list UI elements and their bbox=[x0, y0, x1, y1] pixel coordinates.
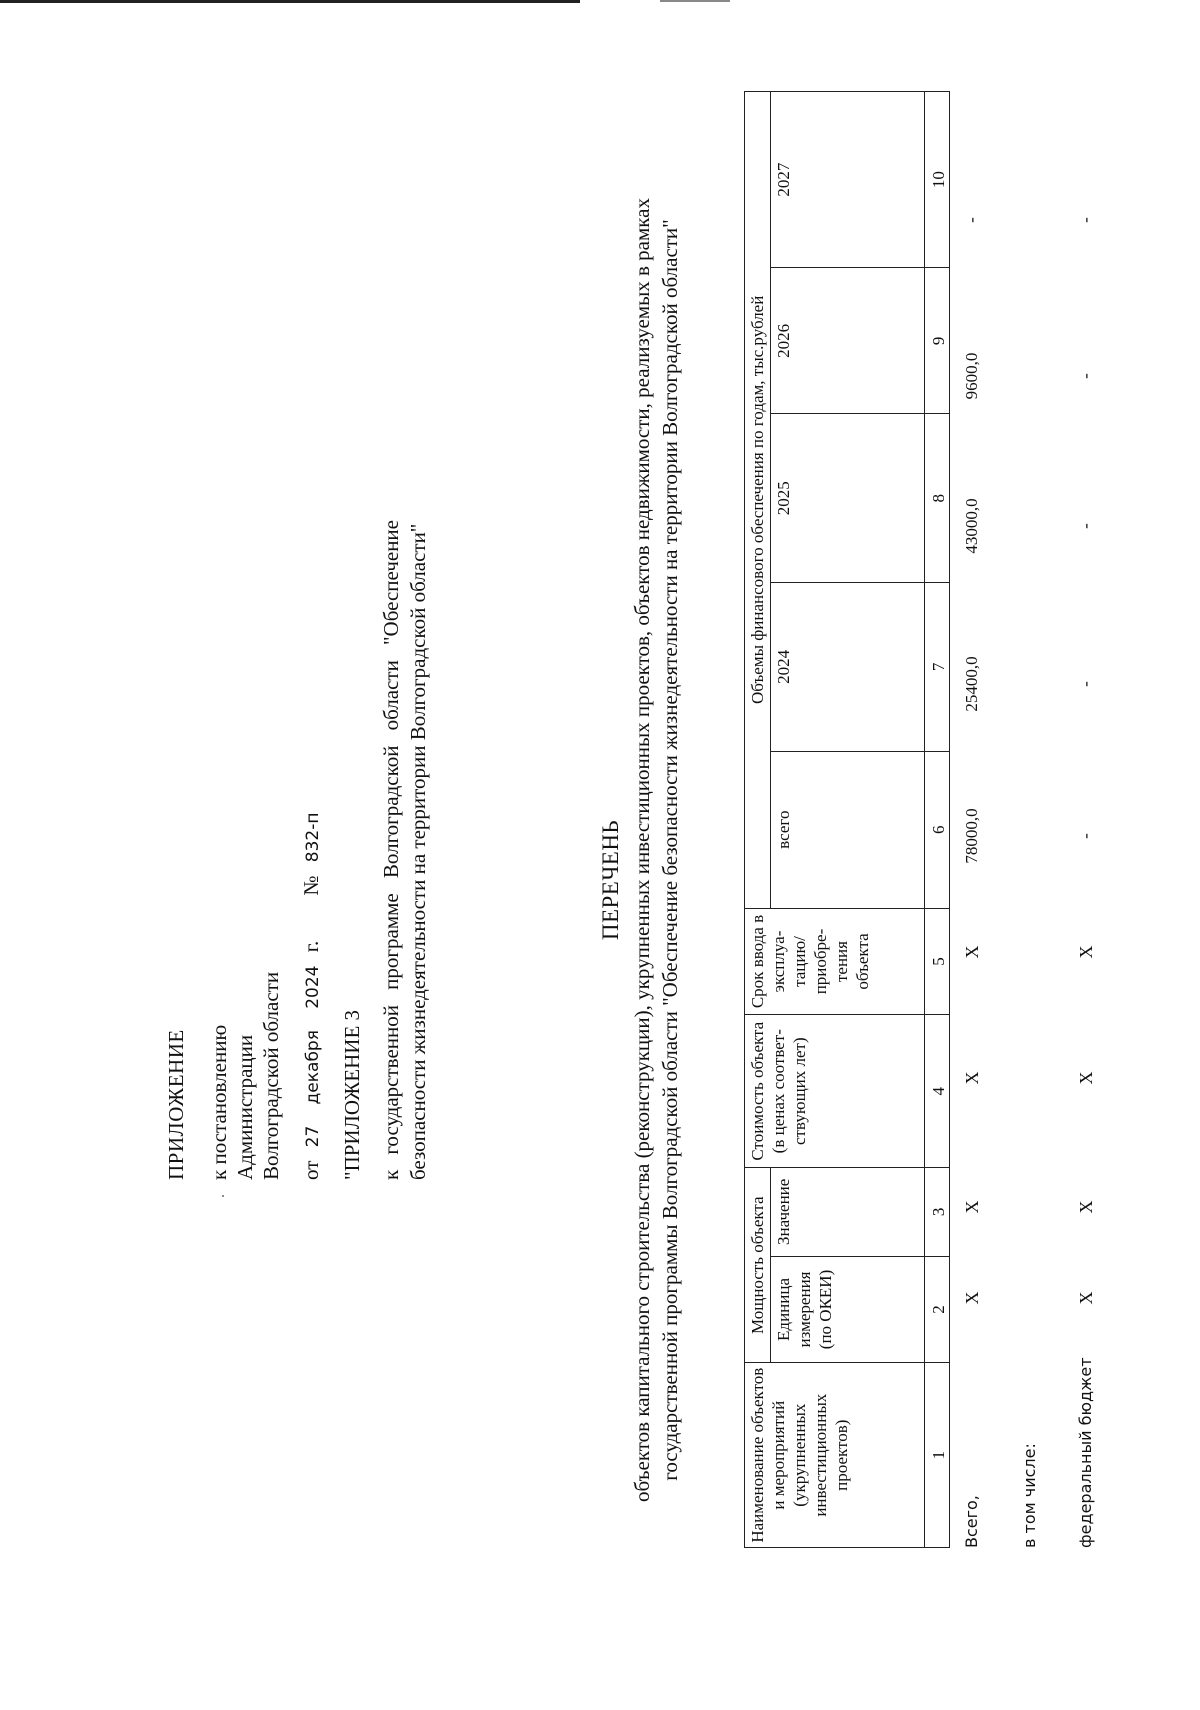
row-federal-sum: - bbox=[1076, 833, 1095, 839]
header-unit: Единица измерения (по ОКЕИ) bbox=[771, 1256, 925, 1363]
row-federal-2027: - bbox=[1076, 217, 1095, 223]
decree-line-2: Администрации bbox=[233, 1034, 257, 1180]
decree-line-1: к постановлению bbox=[207, 1024, 231, 1180]
appendix-3-title: "ПРИЛОЖЕНИЕ 3 bbox=[340, 1009, 364, 1180]
col-number: 10 bbox=[925, 92, 950, 268]
row-federal-term: Х bbox=[1076, 945, 1096, 959]
date-prefix: от bbox=[299, 1160, 323, 1180]
col-number: 9 bbox=[925, 268, 950, 414]
row-total-term: Х bbox=[962, 945, 982, 959]
list-title: ПЕРЕЧЕНЬ bbox=[598, 819, 623, 941]
row-federal-unit: Х bbox=[1076, 1291, 1096, 1305]
decree-line-3: Волгоградской области bbox=[259, 971, 283, 1180]
header-year-2025: 2025 bbox=[771, 414, 925, 583]
col-number: 6 bbox=[925, 751, 950, 908]
header-funding: Объемы финансового обеспечения по годам, тыс.рублей bbox=[745, 92, 771, 909]
row-federal-value: Х bbox=[1076, 1200, 1096, 1214]
decree-date-line bbox=[297, 805, 327, 1180]
list-subtitle: объектов капитального строительства (реконструкции), укрупненных инвестиционных проектов, объектов недвижимости, реализуемых в рамках государственной программы Волгоградской области "Обеспечение безопасности жизнедеятельности на территории Волгоградской области" bbox=[630, 198, 682, 1502]
header-term: Срок ввода в эксплуа-тацию/ приобре-тения объекта bbox=[745, 908, 925, 1015]
row-total-value: Х bbox=[962, 1200, 982, 1214]
scan-edge bbox=[0, 0, 580, 3]
row-federal-2025: - bbox=[1076, 523, 1095, 529]
date-year: 2024 bbox=[303, 965, 323, 1009]
number-label: № bbox=[299, 875, 323, 896]
col-number: 2 bbox=[925, 1256, 950, 1363]
col-number: 7 bbox=[925, 583, 950, 752]
appendix-title: ПРИЛОЖЕНИЕ bbox=[164, 1029, 188, 1180]
row-federal-2024: - bbox=[1076, 681, 1095, 687]
header-year-2024: 2024 bbox=[771, 583, 925, 752]
col-number: 5 bbox=[925, 908, 950, 1015]
col-number: 4 bbox=[925, 1015, 950, 1168]
date-day: 27 bbox=[303, 1125, 323, 1148]
row-including-label: в том числе: bbox=[1020, 1443, 1039, 1548]
header-name: Наименование объектов и мероприятий (укрупненных инвестиционных проектов) bbox=[745, 1363, 925, 1548]
col-number: 3 bbox=[925, 1168, 950, 1257]
program-reference: к государственной программе Волгоградской области "Обеспечение безопасности жизнедеятельности на территории Волгоградской области" bbox=[379, 520, 430, 1180]
row-total-2025: 43000,0 bbox=[962, 498, 981, 554]
row-federal-2026: - bbox=[1076, 373, 1095, 379]
header-capacity: Мощность объекта bbox=[745, 1168, 771, 1363]
number-value: 832-п bbox=[303, 812, 323, 863]
row-total-cost: Х bbox=[962, 1071, 982, 1085]
date-suffix: г. bbox=[299, 940, 323, 953]
header-year-2027: 2027 bbox=[771, 92, 925, 268]
row-federal-label: федеральный бюджет bbox=[1076, 1357, 1095, 1548]
row-total-unit: Х bbox=[962, 1291, 982, 1305]
date-month: декабря bbox=[303, 1030, 323, 1105]
header-total: всего bbox=[771, 751, 925, 908]
header-cost: Стоимость объекта (в ценах соответ-ствующих лет) bbox=[745, 1015, 925, 1168]
row-total-2026: 9600,0 bbox=[962, 352, 981, 400]
row-total-2027: - bbox=[962, 217, 981, 223]
document-page bbox=[110, 80, 1200, 1680]
scan-edge-mark bbox=[660, 0, 730, 2]
col-number: 8 bbox=[925, 414, 950, 583]
row-total-sum: 78000,0 bbox=[962, 808, 981, 864]
header-value: Значение bbox=[771, 1168, 925, 1257]
row-total-2024: 25400,0 bbox=[962, 656, 981, 712]
objects-table bbox=[744, 91, 950, 1548]
row-total-label: Всего, bbox=[962, 1495, 981, 1548]
header-year-2026: 2026 bbox=[771, 268, 925, 414]
col-number: 1 bbox=[925, 1363, 950, 1548]
row-federal-cost: Х bbox=[1076, 1071, 1096, 1085]
